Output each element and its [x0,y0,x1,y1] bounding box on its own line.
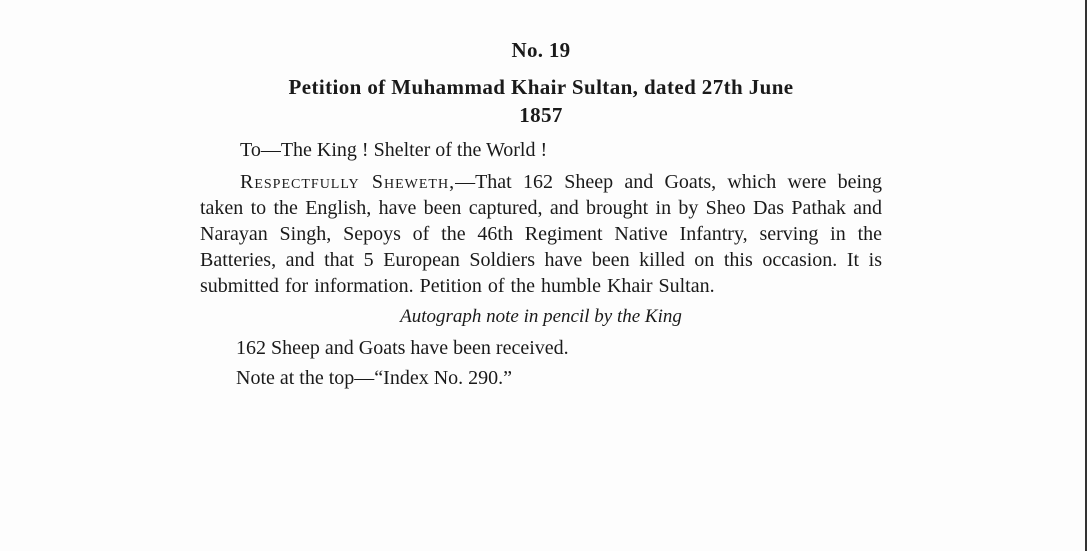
petition-body [200,169,882,299]
title-line-1: Petition of Muhammad Khair Sultan, dated 27th June [288,75,794,99]
opening-phrase: Respectfully Sheweth, [240,171,456,193]
autograph-note-text: 162 Sheep and Goats have been received. [236,337,569,359]
autograph-note-heading: Autograph note in pencil by the King [400,306,682,327]
document-number: No. 19 [511,38,571,62]
index-note: Note at the top—“Index No. 290.” [236,367,513,389]
petition-text: —That 162 Sheep and Goats, which were being taken to the English, have been captured, and brought in by Sheo Das Pathak and Narayan Singh, Sepoys of the 46th Regiment Native Infantry, serving in the Batteries, and that 5 European Soldiers have been killed on this occasion. It is submitted for information. Petition of the humble Khair Sultan. [200,171,883,297]
title-line-2: 1857 [519,103,563,127]
salutation: To—The King ! Shelter of the World ! [240,139,548,161]
document-title [200,73,882,129]
document-page [200,36,882,393]
